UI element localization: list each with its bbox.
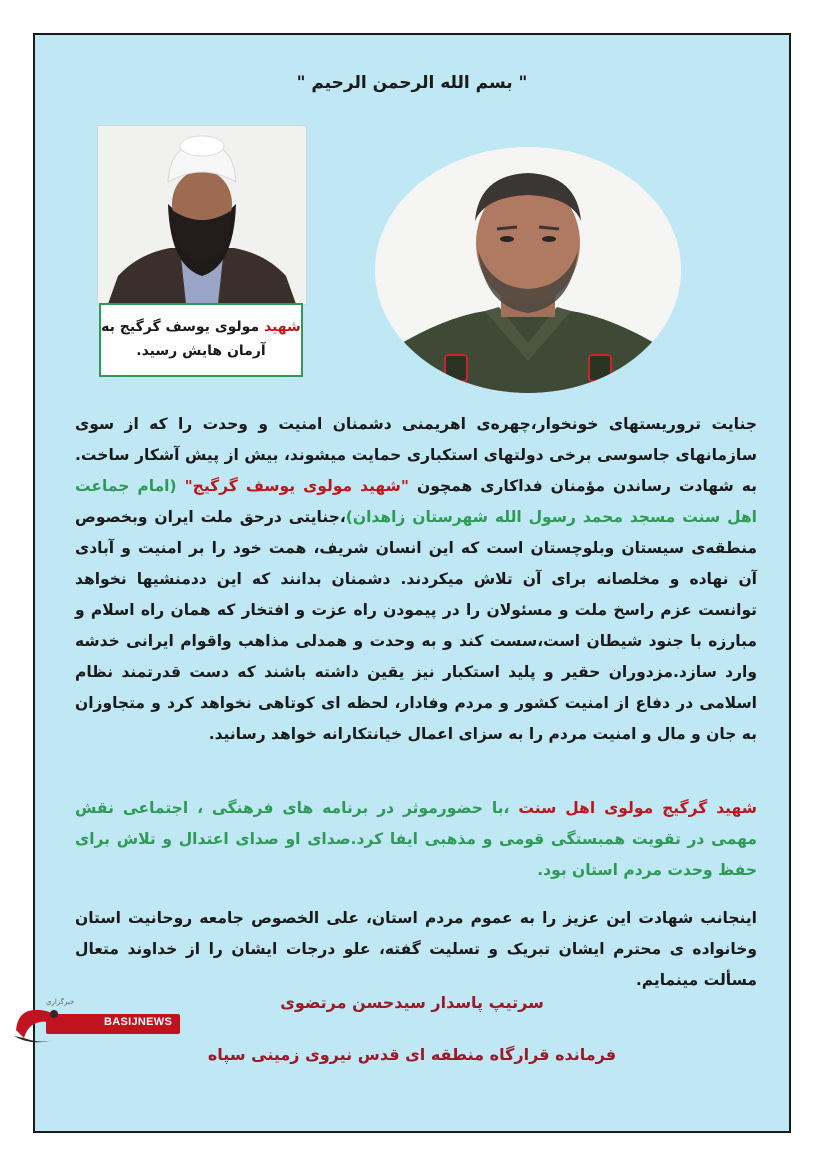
statement-paragraph-3: اینجانب شهادت این عزیز را به عموم مردم استان، علی الخصوص جامعه روحانیت استان وخانواده ی محترم ایشان تبریک و تسلیت گفته، علو درجات ایشان را از خداوند متعال مسألت مینمایم. — [75, 909, 757, 989]
martyr-name-highlight: "شهید مولوی یوسف گرگیج" — [184, 477, 409, 495]
caption-martyr-word: شهید — [264, 319, 301, 335]
paragraph-1-intro: جنایت تروریستهای خونخوار،چهره‌ی اهریمنی دشمنان امنیت و وحدت را که از سوی سازمانهای جاسوسی برخی دولتهای استکباری حمایت میشوند، بیش از پیش آشکار ساخت. به شهادت رساندن مؤمنان فداکاری همچون — [75, 415, 757, 495]
signer-title: فرمانده قرارگاه منطقه ای قدس نیروی زمینی سپاه — [207, 1045, 617, 1064]
cleric-caption — [99, 303, 303, 377]
bismillah-heading: " بسم الله الرحمن الرحیم " — [296, 73, 528, 93]
caption-text: مولوی یوسف گرگیج به آرمان هایش رسید. — [101, 319, 266, 359]
basijnews-logo — [6, 996, 176, 1052]
page-frame — [33, 33, 791, 1133]
statement-paragraph-2 — [75, 793, 757, 886]
logo-small-text: خبرگزاری — [46, 998, 75, 1006]
statement-paragraph-1 — [75, 409, 757, 750]
paragraph-1-rest: ،جنایتی درحق ملت ایران وبخصوص منطقه‌ی سیستان وبلوچستان است که این انسان شریف، همت خود را بر امنیت و آبادی آن نهاده و مخلصانه برای آن تلاش میکردند. دشمنان بدانند که این ددمنشیها نخواهد توانست عزم راسخ ملت و مسئولان را در پیمودن راه عزت و افتخار که همان راه اسلام و مبارزه با جنود شیطان است،سست کند و به وحدت و همدلی مذاهب واقوام ایرانی خدشه وارد سازد.مزدوران حقیر و پلید استکبار نیز یقین داشته باشند که دست قدرتمند نظام اسلامی در دفاع از امنیت کشور و مردم وفادار، لحظه ای کوتاهی نخواهد کرد و متجاوزان به جان و مال و امنیت مردم را به سزای اعمال خیانتکارانه خواهد رسانید. — [75, 508, 757, 743]
signer-name: سرتیپ پاسدار سیدحسن مرتضوی — [280, 993, 544, 1012]
imam-title-highlight: (امام جماعت اهل سنت مسجد محمد رسول الله شهرستان زاهدان) — [75, 477, 758, 526]
basij-emblem-icon — [10, 998, 75, 1048]
logo-brand-text: BASIJNEWS — [104, 1016, 173, 1028]
commander-portrait — [375, 147, 681, 393]
paragraph-2-text: ،با حضورموثر در برنامه های فرهنگی ، اجتماعی نقش مهمی در تقویت همبستگی قومی و مذهبی ایفا کرد.صدای او صدای اعتدال و تلاش برای حفظ وحدت مردم استان بود. — [75, 799, 757, 879]
cleric-photo — [97, 125, 307, 305]
paragraph-2-name: شهید گرگیج مولوی اهل سنت — [518, 799, 757, 817]
